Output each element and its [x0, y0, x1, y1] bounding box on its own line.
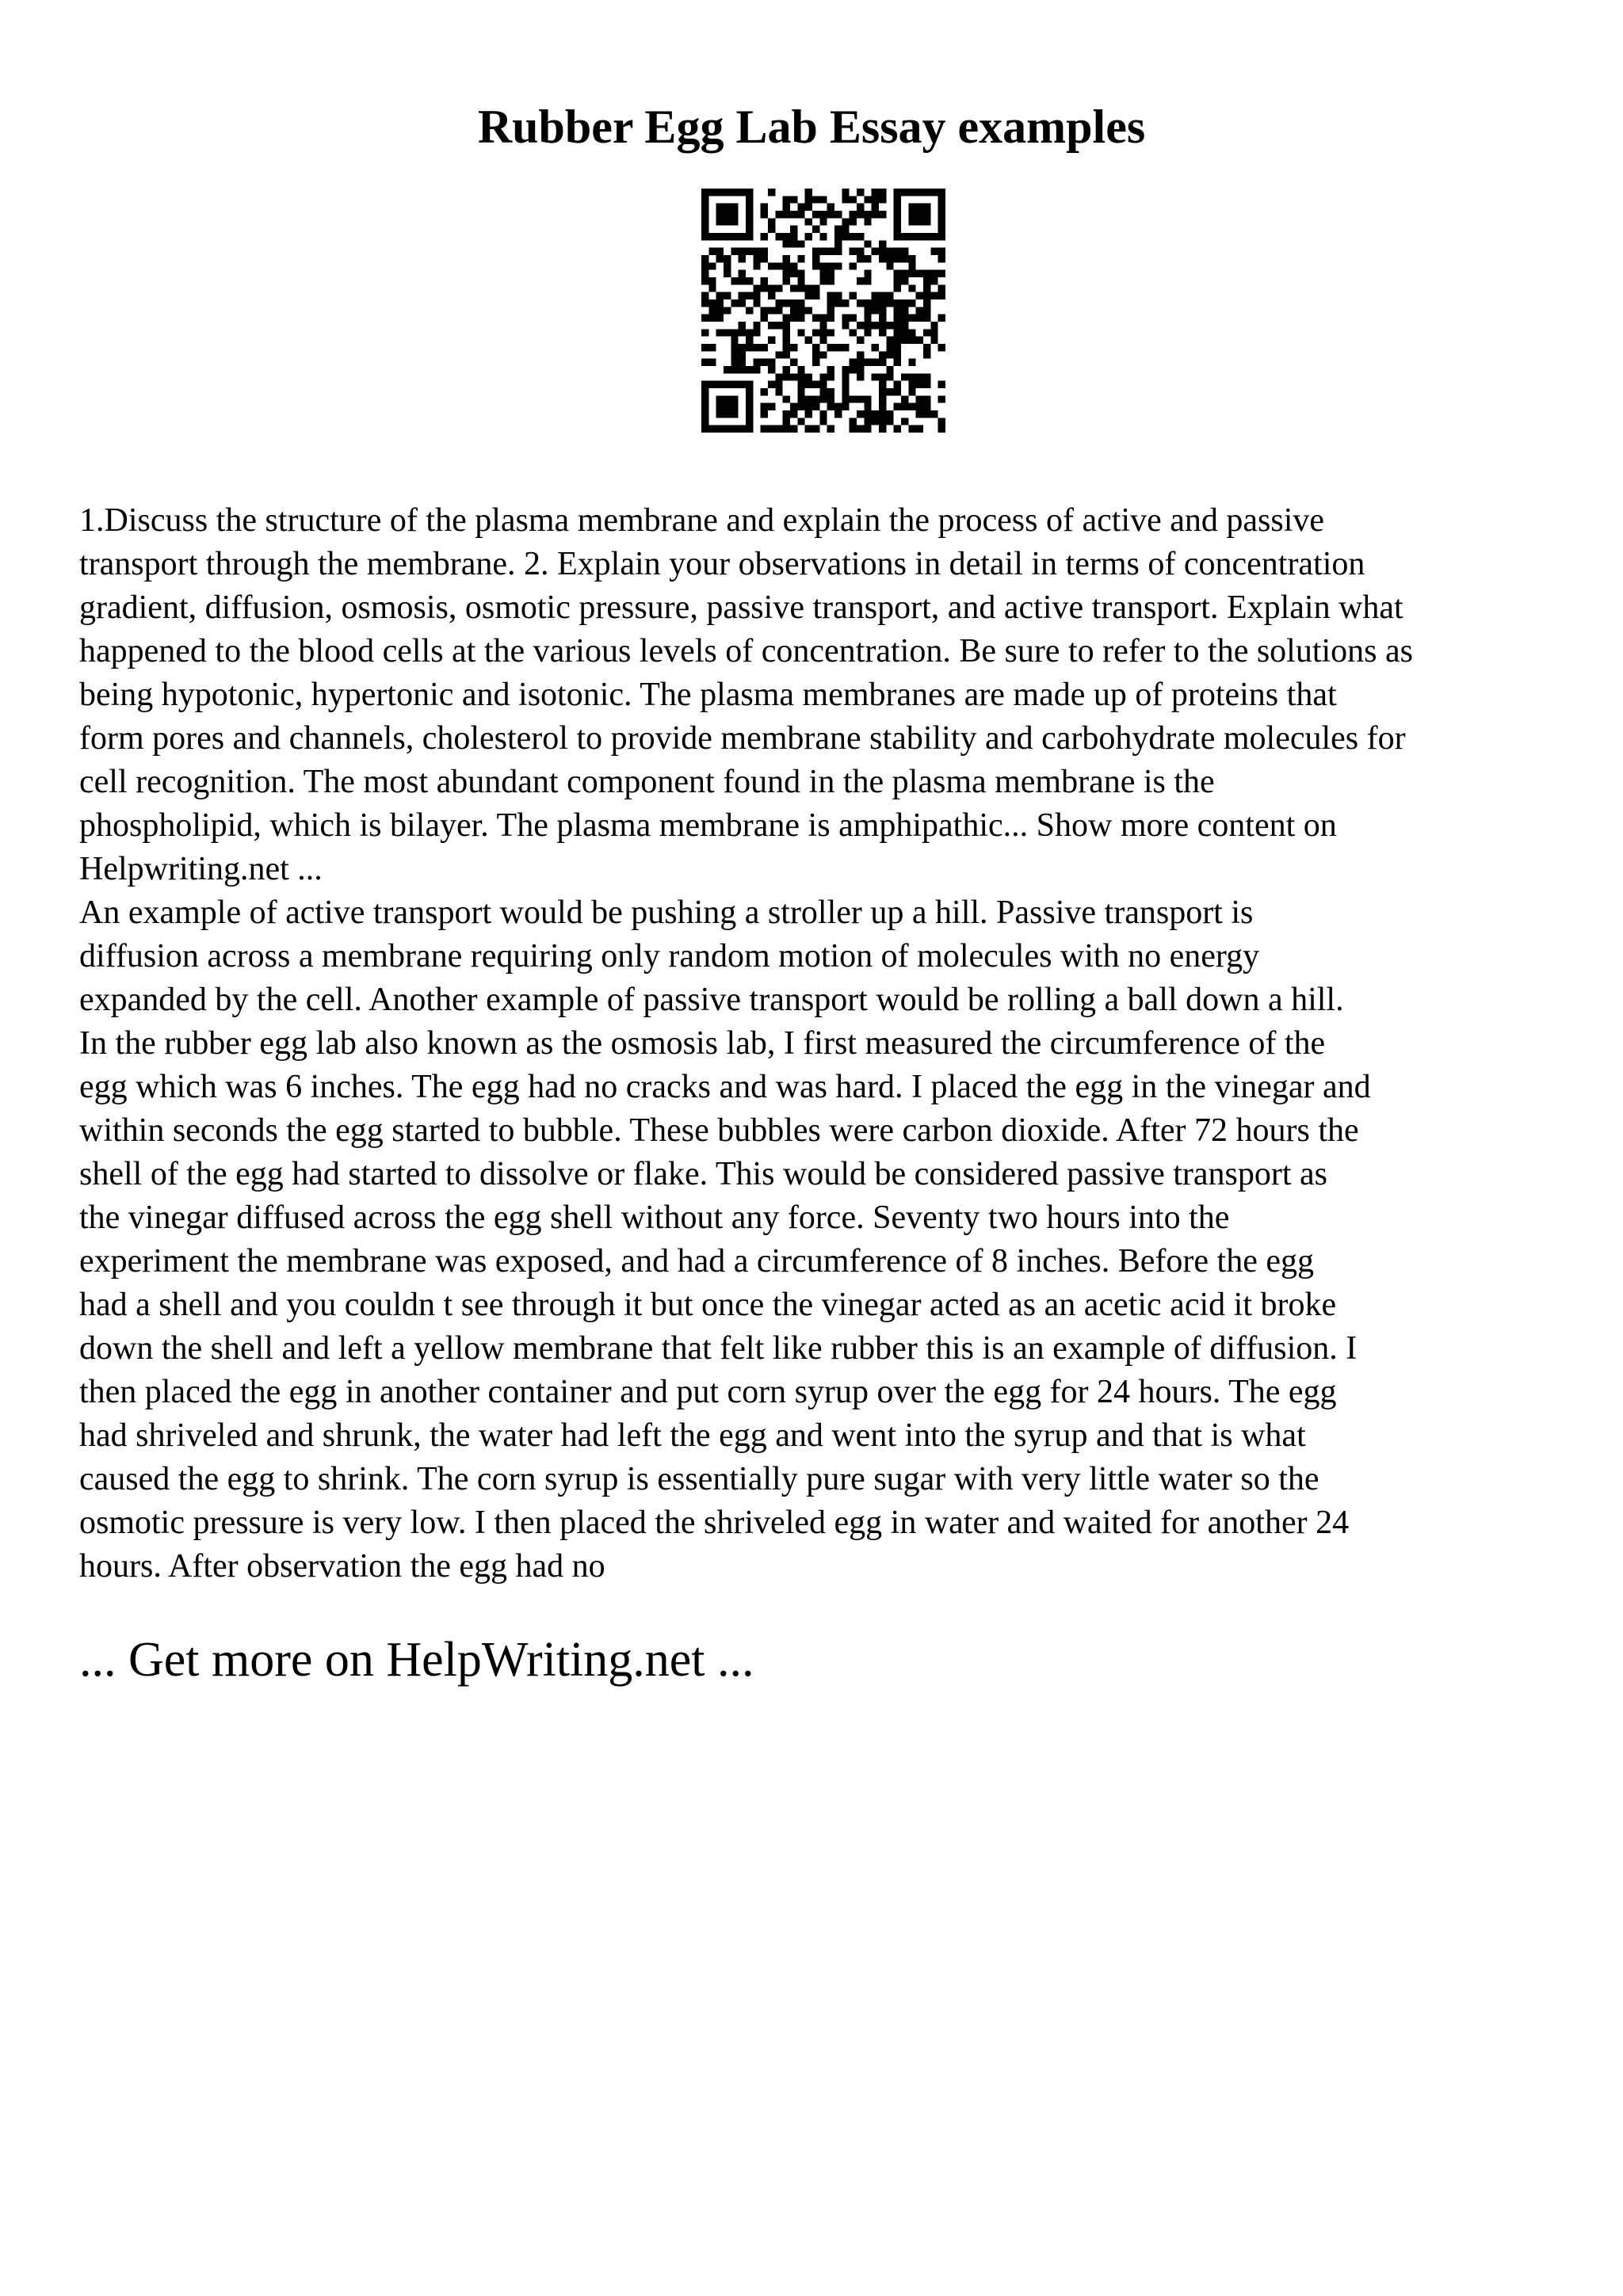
body-line: within seconds the egg started to bubble. These bubbles were carbon dioxide. After 72 hours the: [79, 1112, 1359, 1149]
qr-code-icon[interactable]: [701, 189, 945, 433]
body-line: gradient, diffusion, osmosis, osmotic pressure, passive transport, and active transport. Explain what: [79, 589, 1403, 626]
body-line: Helpwriting.net ...: [79, 851, 323, 887]
document-title: Rubber Egg Lab Essay examples: [477, 101, 1146, 153]
body-line: diffusion across a membrane requiring only random motion of molecules with no energy: [79, 938, 1260, 974]
body-line: An example of active transport would be pushing a stroller up a hill. Passive transport is: [79, 894, 1254, 931]
body-line: happened to the blood cells at the various levels of concentration. Be sure to refer to the solutions as: [79, 633, 1414, 669]
get-more-link[interactable]: ... Get more on HelpWriting.net ...: [79, 1633, 754, 1687]
body-line: 1.Discuss the structure of the plasma membrane and explain the process of active and passive: [79, 502, 1325, 539]
body-line: cell recognition. The most abundant component found in the plasma membrane is the: [79, 764, 1215, 800]
body-line: In the rubber egg lab also known as the osmosis lab, I first measured the circumference of the: [79, 1025, 1326, 1062]
body-line: shell of the egg had started to dissolve or flake. This would be considered passive transport as: [79, 1156, 1328, 1192]
body-line: egg which was 6 inches. The egg had no cracks and was hard. I placed the egg in the vinegar and: [79, 1069, 1371, 1105]
body-line: transport through the membrane. 2. Explain your observations in detail in terms of concentration: [79, 546, 1365, 582]
essay-body: [79, 499, 1569, 1589]
body-line: form pores and channels, cholesterol to provide membrane stability and carbohydrate molecules for: [79, 720, 1406, 757]
body-line: caused the egg to shrink. The corn syrup is essentially pure sugar with very little water so the: [79, 1461, 1319, 1497]
body-line: experiment the membrane was exposed, and had a circumference of 8 inches. Before the egg: [79, 1243, 1314, 1280]
body-line: expanded by the cell. Another example of passive transport would be rolling a ball down a hill.: [79, 982, 1344, 1018]
body-line: being hypotonic, hypertonic and isotonic. The plasma membranes are made up of proteins that: [79, 677, 1337, 713]
body-line: then placed the egg in another container and put corn syrup over the egg for 24 hours. The egg: [79, 1374, 1337, 1410]
body-line: hours. After observation the egg had no: [79, 1548, 605, 1585]
body-line: the vinegar diffused across the egg shell without any force. Seventy two hours into the: [79, 1199, 1230, 1236]
body-line: had shriveled and shrunk, the water had left the egg and went into the syrup and that is what: [79, 1417, 1306, 1454]
body-line: phospholipid, which is bilayer. The plasma membrane is amphipathic... Show more content on: [79, 807, 1337, 844]
body-line: down the shell and left a yellow membrane that felt like rubber this is an example of diffusion. I: [79, 1330, 1358, 1367]
body-line: had a shell and you couldn t see through it but once the vinegar acted as an acetic acid it broke: [79, 1287, 1337, 1323]
body-line: osmotic pressure is very low. I then placed the shriveled egg in water and waited for another 24: [79, 1505, 1350, 1541]
